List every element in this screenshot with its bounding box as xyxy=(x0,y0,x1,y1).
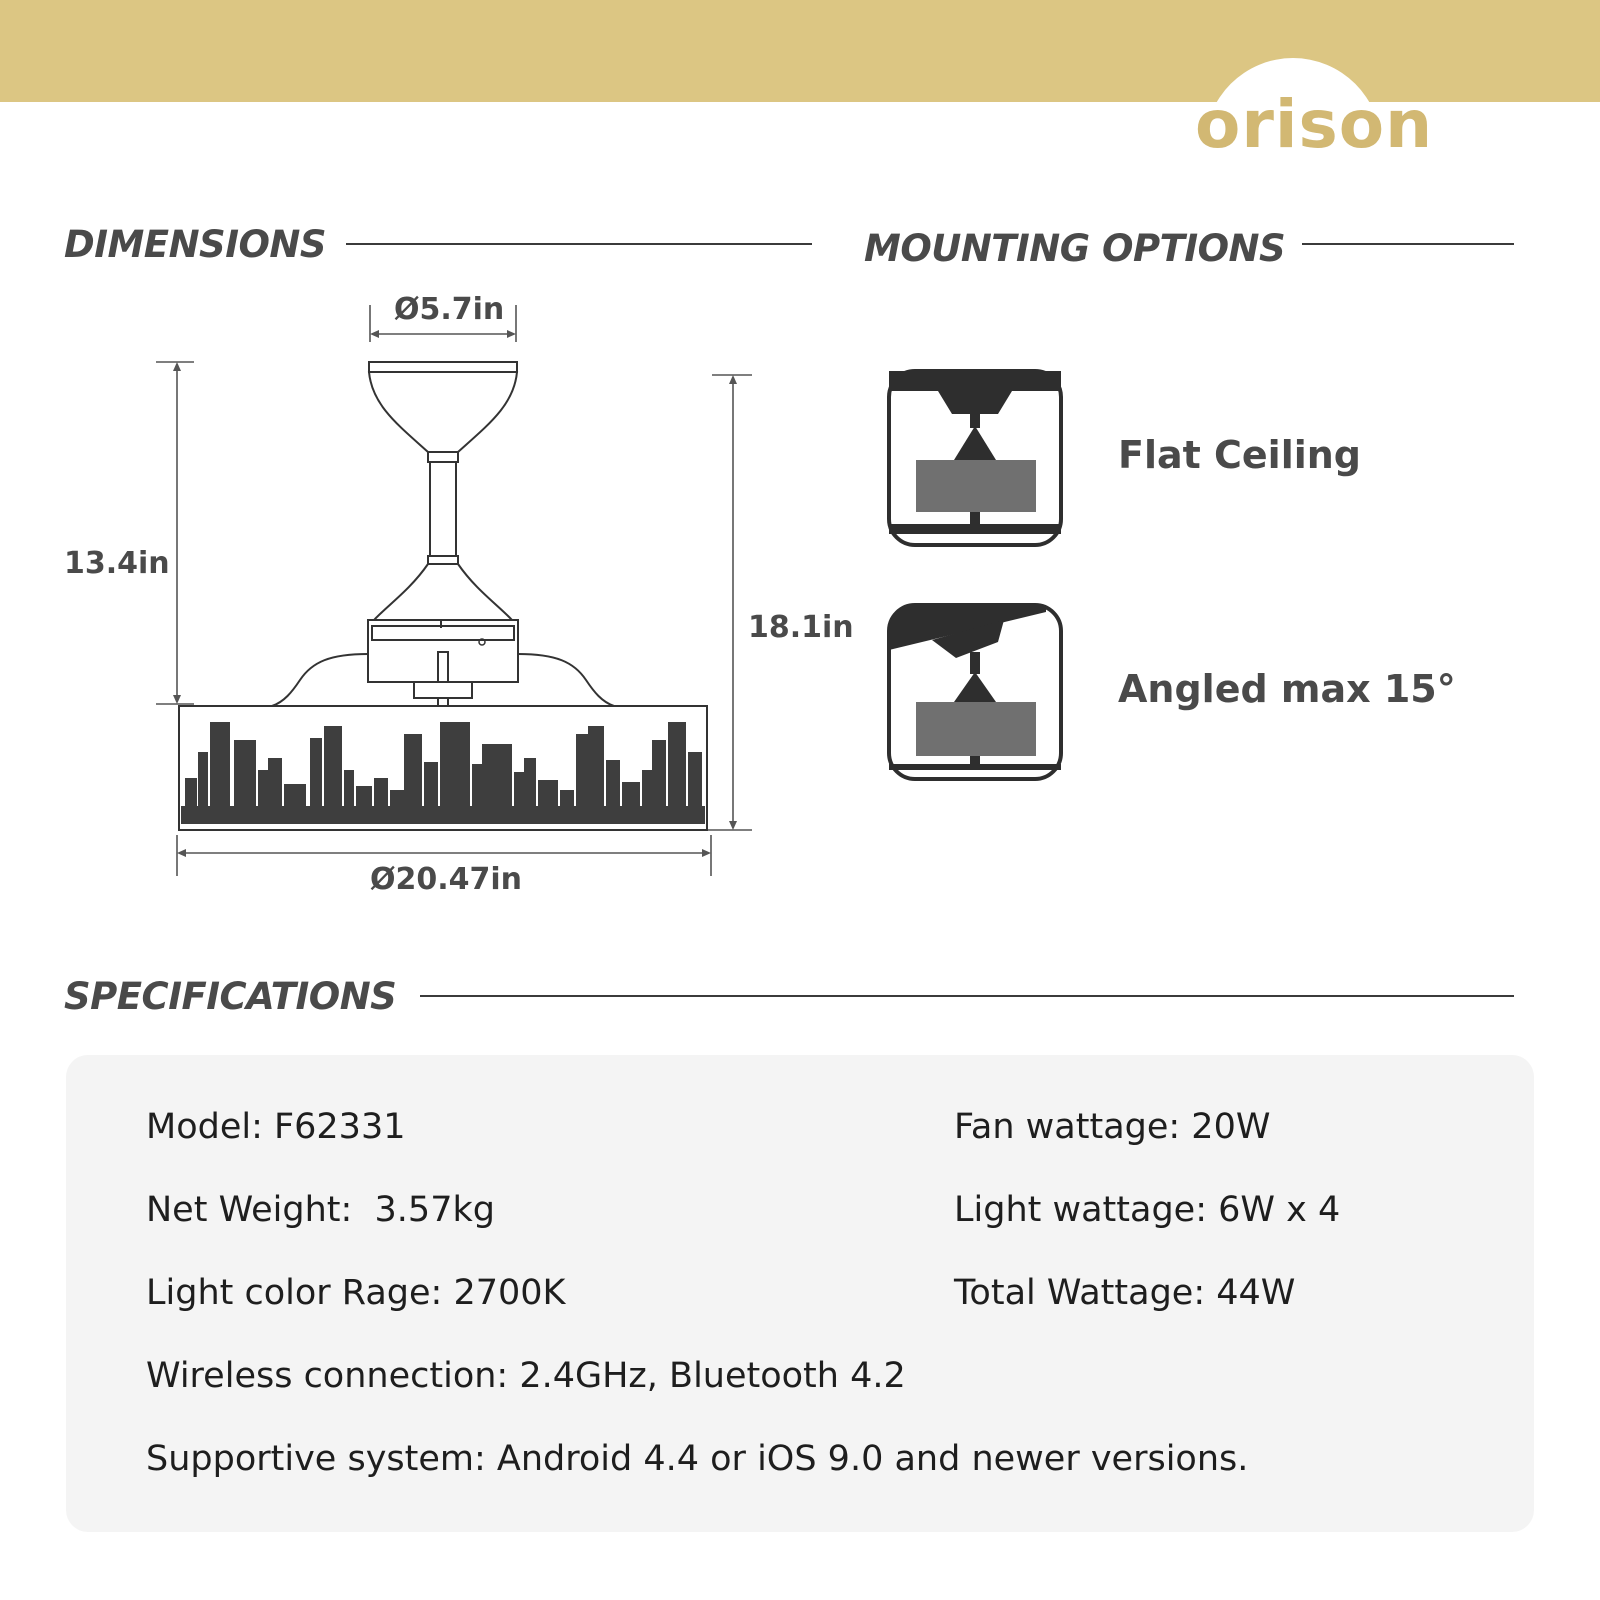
spec-color-range: Light color Rage: 2700K xyxy=(146,1273,566,1313)
spec-net-weight: Net Weight: 3.57kg xyxy=(146,1190,495,1230)
dimension-shade-diameter: Ø20.47in xyxy=(370,862,523,897)
mounting-label-flat: Flat Ceiling xyxy=(1118,433,1362,477)
spec-model: Model: F62331 xyxy=(146,1107,406,1147)
section-title-dimensions: DIMENSIONS xyxy=(64,223,327,266)
mounting-label-angled: Angled max 15° xyxy=(1118,667,1456,711)
spec-fan-wattage: Fan wattage: 20W xyxy=(954,1107,1271,1147)
angled-ceiling-icon xyxy=(886,602,1064,782)
spec-system: Supportive system: Android 4.4 or iOS 9.0 and newer versions. xyxy=(146,1439,1249,1479)
spec-light-wattage: Light wattage: 6W x 4 xyxy=(954,1190,1341,1230)
divider-mounting xyxy=(1302,243,1514,245)
spec-wireless: Wireless connection: 2.4GHz, Bluetooth 4.2 xyxy=(146,1356,906,1396)
flat-ceiling-icon xyxy=(886,368,1064,548)
section-title-specifications: SPECIFICATIONS xyxy=(64,975,397,1018)
divider-dimensions xyxy=(346,243,812,245)
fan-dimension-diagram xyxy=(0,280,860,920)
dimension-height-to-shade: 13.4in xyxy=(64,546,170,581)
brand-logo: orison xyxy=(1195,86,1434,163)
section-title-mounting: MOUNTING OPTIONS xyxy=(864,227,1286,270)
divider-specifications xyxy=(420,995,1514,997)
spec-total-wattage: Total Wattage: 44W xyxy=(954,1273,1296,1313)
dimension-total-height: 18.1in xyxy=(748,610,854,645)
dimension-canopy-diameter: Ø5.7in xyxy=(394,292,505,327)
